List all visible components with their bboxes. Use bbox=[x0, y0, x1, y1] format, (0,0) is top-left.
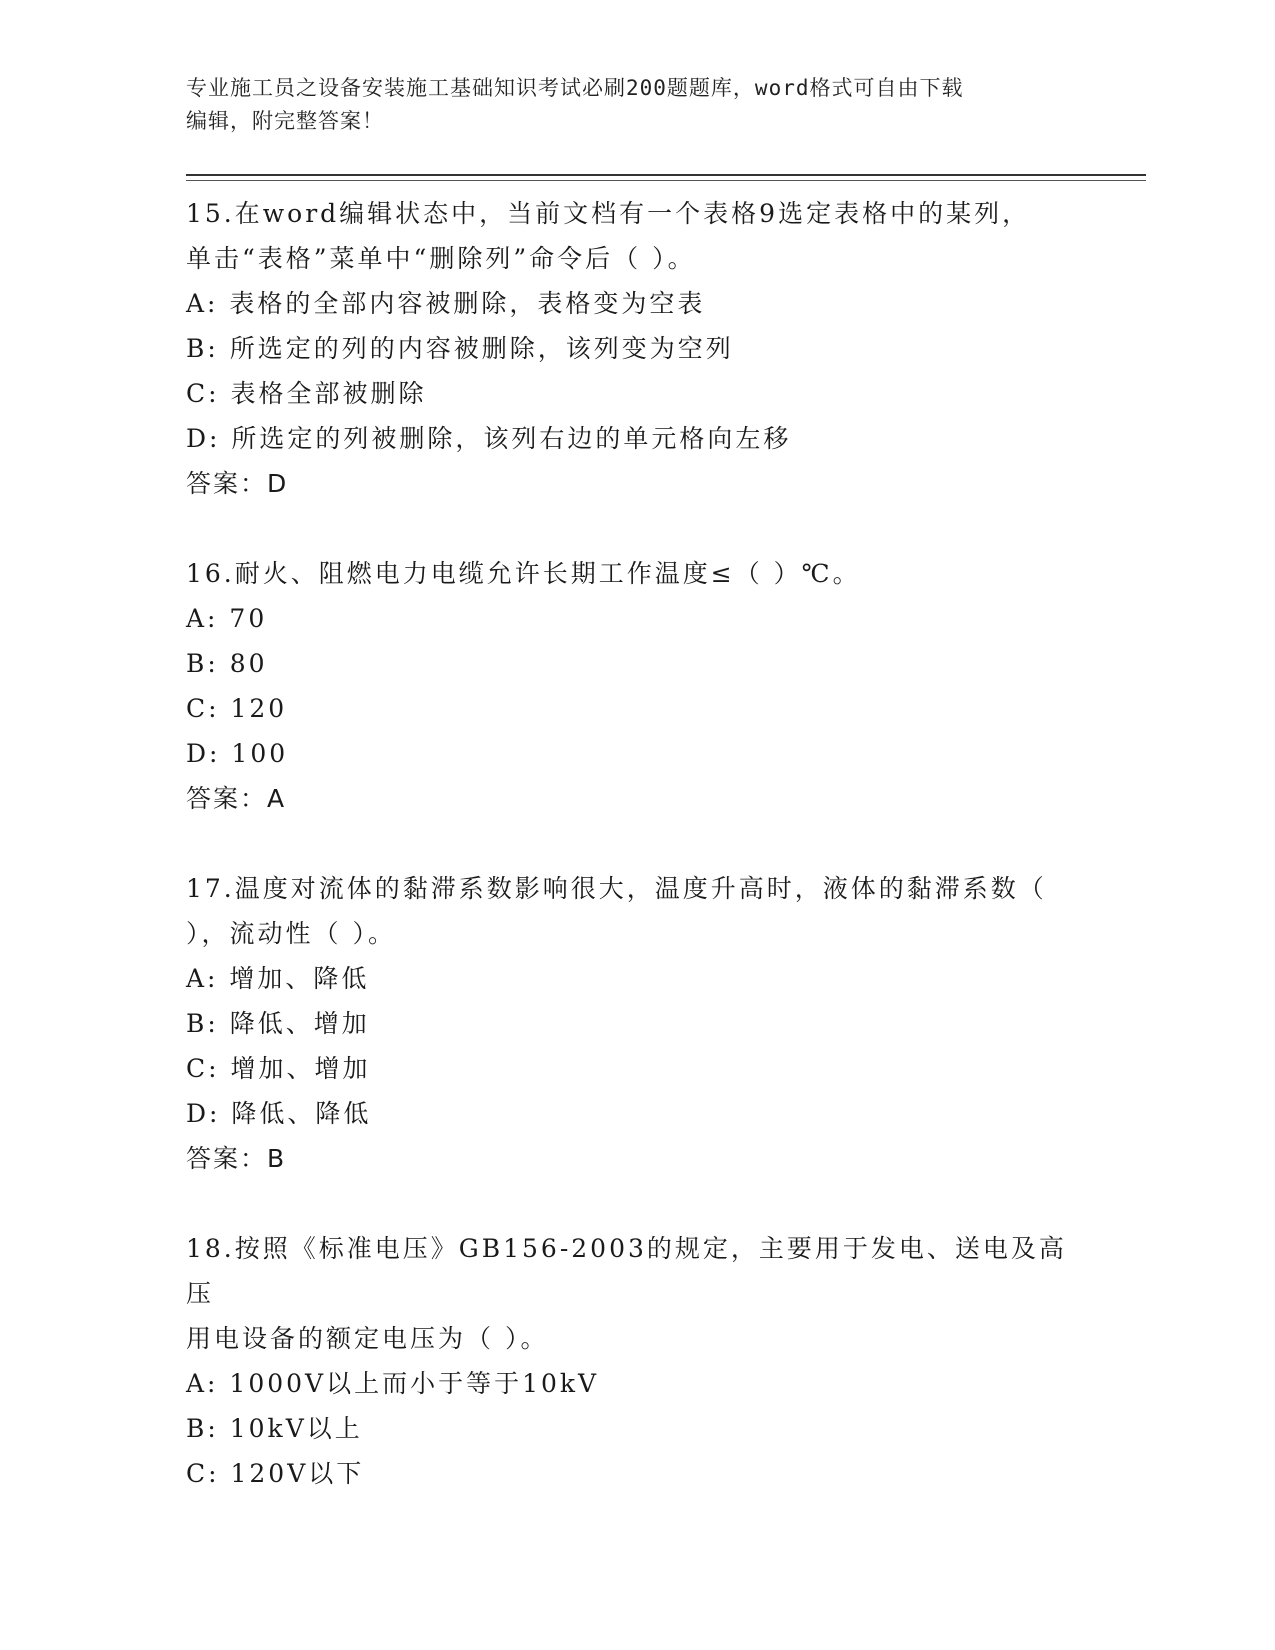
option-b: B: 10kV以上 bbox=[186, 1414, 363, 1443]
question-18 bbox=[186, 1226, 1086, 1496]
header-divider-thin bbox=[186, 180, 1146, 181]
option-b: B: 80 bbox=[186, 649, 268, 678]
question-stem-line-1: 16.耐火、阻燃电力电缆允许长期工作温度≤（ ）℃。 bbox=[186, 559, 861, 588]
option-d: D: 100 bbox=[186, 739, 289, 768]
question-list bbox=[186, 191, 1086, 1541]
question-stem-line-1: 18.按照《标准电压》GB156-2003的规定，主要用于发电、送电及高压 bbox=[186, 1234, 1067, 1308]
question-16 bbox=[186, 551, 1086, 821]
option-c: C: 120 bbox=[186, 694, 288, 723]
question-stem-line-2: 单击“表格”菜单中“删除列”命令后（ ）。 bbox=[186, 244, 696, 273]
answer-line: 答案：B bbox=[186, 1144, 287, 1173]
option-a: A: 70 bbox=[186, 604, 268, 633]
option-d: D: 降低、降低 bbox=[186, 1099, 372, 1128]
option-a: A: 表格的全部内容被删除，表格变为空表 bbox=[186, 289, 706, 318]
option-c: C: 增加、增加 bbox=[186, 1054, 371, 1083]
option-a: A: 1000V以上而小于等于10kV bbox=[186, 1369, 600, 1398]
answer-line: 答案：A bbox=[186, 784, 287, 813]
option-d: D: 所选定的列被删除，该列右边的单元格向左移 bbox=[186, 424, 792, 453]
header-title-line-2: 编辑，附完整答案！ bbox=[186, 109, 384, 133]
question-stem-line-2: ），流动性（ ）。 bbox=[186, 919, 396, 948]
header-divider-thick bbox=[186, 174, 1146, 176]
question-15 bbox=[186, 191, 1086, 506]
document-header bbox=[186, 72, 1066, 138]
question-stem-line-2: 用电设备的额定电压为（ ）。 bbox=[186, 1324, 549, 1353]
header-title-line-1: 专业施工员之设备安装施工基础知识考试必刷200题题库，word格式可自由下载 bbox=[186, 76, 964, 100]
question-stem-line-1: 17.温度对流体的黏滞系数影响很大，温度升高时，液体的黏滞系数（ bbox=[186, 874, 1047, 903]
question-stem-line-1: 15.在word编辑状态中，当前文档有一个表格9选定表格中的某列， bbox=[186, 199, 1031, 228]
question-17 bbox=[186, 866, 1086, 1181]
option-c: C: 表格全部被删除 bbox=[186, 379, 427, 408]
option-b: B: 所选定的列的内容被删除，该列变为空列 bbox=[186, 334, 734, 363]
option-a: A: 增加、降低 bbox=[186, 964, 370, 993]
answer-line: 答案：D bbox=[186, 469, 289, 498]
option-b: B: 降低、增加 bbox=[186, 1009, 370, 1038]
option-c: C: 120V以下 bbox=[186, 1459, 365, 1488]
